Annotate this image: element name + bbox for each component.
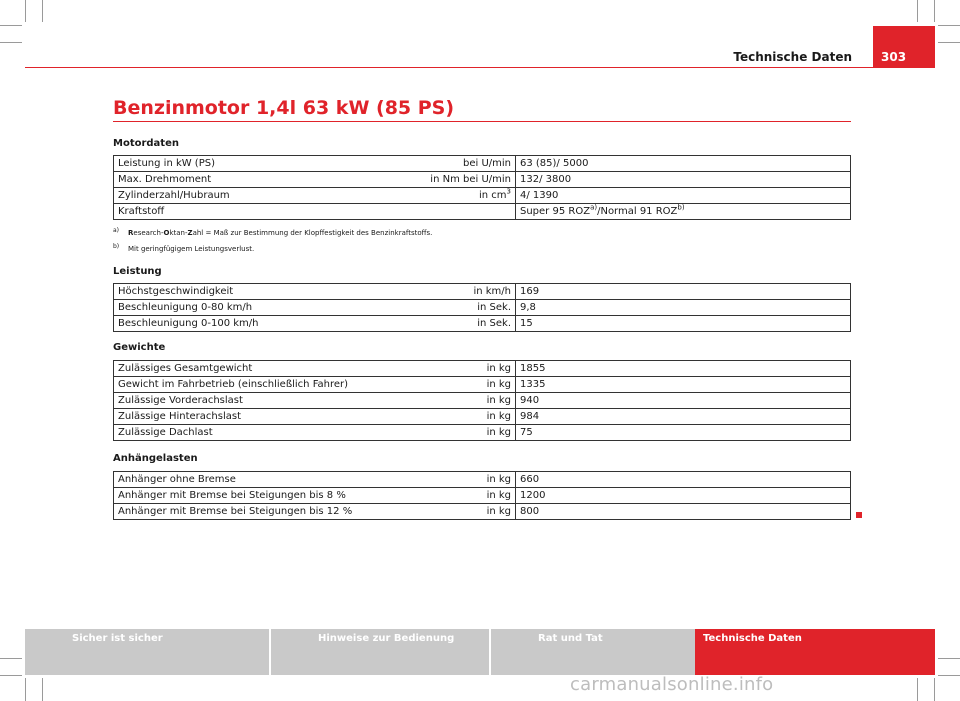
fuel-super: Super 95 ROZ (520, 206, 591, 217)
row-unit (357, 204, 516, 220)
footnote-bold-letter: Z (187, 229, 193, 237)
row-label: Beschleunigung 0-80 km/h (114, 300, 358, 316)
footnote-ref-b: b) (677, 203, 685, 212)
tab-sicher-ist-sicher[interactable]: Sicher ist sicher (25, 629, 271, 675)
crop-mark (917, 678, 918, 701)
row-value: 15 (516, 316, 851, 332)
footnote-b (113, 245, 254, 253)
footnote-text: esearch- (133, 229, 164, 237)
header-divider (25, 67, 873, 68)
crop-mark (0, 675, 22, 676)
footnote-marker: b) (113, 243, 120, 250)
row-unit: in Sek. (357, 316, 516, 332)
row-unit: in kg (357, 504, 516, 520)
tab-hinweise-zur-bedienung[interactable]: Hinweise zur Bedienung (271, 629, 491, 675)
crop-mark (917, 0, 918, 22)
row-unit: in kg (357, 409, 516, 425)
footnote-bold-letter: O (163, 229, 170, 237)
table-row (114, 409, 851, 425)
table-row (114, 156, 851, 172)
row-value: 660 (516, 472, 851, 488)
crop-mark (938, 658, 960, 659)
row-value: 132/ 3800 (516, 172, 851, 188)
section-heading-gewichte: Gewichte (113, 342, 166, 353)
row-label: Zulässiges Gesamtgewicht (114, 361, 358, 377)
table-gewichte (113, 360, 851, 441)
row-unit: in kg (357, 361, 516, 377)
row-unit: in kg (357, 377, 516, 393)
section-heading-leistung: Leistung (113, 266, 162, 277)
row-value: 1855 (516, 361, 851, 377)
table-motordaten (113, 155, 851, 220)
row-value: 63 (85)/ 5000 (516, 156, 851, 172)
table-leistung (113, 283, 851, 332)
row-label: Anhänger mit Bremse bei Steigungen bis 8 % (114, 488, 358, 504)
tab-rat-und-tat[interactable]: Rat und Tat (491, 629, 695, 675)
crop-mark (42, 0, 43, 22)
crop-mark (0, 42, 22, 43)
row-unit: in kg (357, 393, 516, 409)
footnote-bold-letter: R (128, 229, 134, 237)
footnote-text: Mit geringfügigem Leistungsverlust. (128, 245, 255, 253)
table-row (114, 504, 851, 520)
row-value: 984 (516, 409, 851, 425)
row-label: Zulässige Dachlast (114, 425, 358, 441)
row-value: 75 (516, 425, 851, 441)
row-label: Beschleunigung 0-100 km/h (114, 316, 358, 332)
row-label: Zylinderzahl/Hubraum (114, 188, 358, 204)
section-end-square-icon (856, 512, 862, 518)
row-value: 940 (516, 393, 851, 409)
row-unit: in kg (357, 425, 516, 441)
header-section-title: Technische Daten (733, 50, 852, 64)
crop-mark (938, 42, 960, 43)
footer-chapter-tabs (25, 629, 935, 675)
table-row (114, 316, 851, 332)
crop-mark (934, 0, 935, 22)
row-label: Max. Drehmoment (114, 172, 358, 188)
table-row (114, 284, 851, 300)
watermark: carmanualsonline.info (570, 674, 774, 695)
table-row (114, 300, 851, 316)
crop-mark (938, 25, 960, 26)
page-number: 303 (873, 26, 935, 68)
row-value: 1335 (516, 377, 851, 393)
row-label: Anhänger mit Bremse bei Steigungen bis 12 % (114, 504, 358, 520)
row-label: Kraftstoff (114, 204, 358, 220)
row-label: Gewicht im Fahrbetrieb (einschließlich Fahrer) (114, 377, 358, 393)
table-row (114, 393, 851, 409)
row-label: Anhänger ohne Bremse (114, 472, 358, 488)
row-label: Höchstgeschwindigkeit (114, 284, 358, 300)
row-unit: in Sek. (357, 300, 516, 316)
row-unit: in Nm bei U/min (357, 172, 516, 188)
crop-mark (0, 25, 22, 26)
fuel-normal: /Normal 91 ROZ (597, 206, 678, 217)
row-value (516, 204, 851, 220)
crop-mark (25, 678, 26, 701)
table-row (114, 377, 851, 393)
unit-superscript: 3 (506, 187, 511, 196)
row-unit: in kg (357, 488, 516, 504)
row-unit: in km/h (357, 284, 516, 300)
row-value: 1200 (516, 488, 851, 504)
footnote-text: ktan- (169, 229, 188, 237)
footnote-text: ahl = Maß zur Bestimmung der Klopffestigkeit des Benzinkraftstoffs. (192, 229, 433, 237)
row-value: 800 (516, 504, 851, 520)
table-row (114, 361, 851, 377)
footnote-a (113, 229, 432, 237)
title-divider (113, 121, 851, 122)
row-value: 9,8 (516, 300, 851, 316)
row-value: 169 (516, 284, 851, 300)
tab-technische-daten[interactable]: Technische Daten (695, 629, 935, 675)
table-row (114, 188, 851, 204)
footnote-ref-a: a) (590, 203, 598, 212)
crop-mark (42, 678, 43, 701)
table-row (114, 204, 851, 220)
section-heading-motordaten: Motordaten (113, 138, 179, 149)
row-label: Leistung in kW (PS) (114, 156, 358, 172)
crop-mark (938, 675, 960, 676)
row-label: Zulässige Hinterachslast (114, 409, 358, 425)
row-unit: bei U/min (357, 156, 516, 172)
row-unit: in kg (357, 472, 516, 488)
footnote-marker: a) (113, 227, 120, 234)
table-row (114, 172, 851, 188)
section-heading-anhaengelasten: Anhängelasten (113, 453, 198, 464)
row-value: 4/ 1390 (516, 188, 851, 204)
page-title: Benzinmotor 1,4l 63 kW (85 PS) (113, 97, 455, 119)
table-anhaengelasten (113, 471, 851, 520)
table-row (114, 472, 851, 488)
crop-mark (934, 678, 935, 701)
table-row (114, 488, 851, 504)
table-row (114, 425, 851, 441)
unit-text: in cm (478, 190, 507, 201)
row-unit (357, 188, 516, 204)
row-label: Zulässige Vorderachslast (114, 393, 358, 409)
crop-mark (0, 658, 22, 659)
crop-mark (25, 0, 26, 22)
